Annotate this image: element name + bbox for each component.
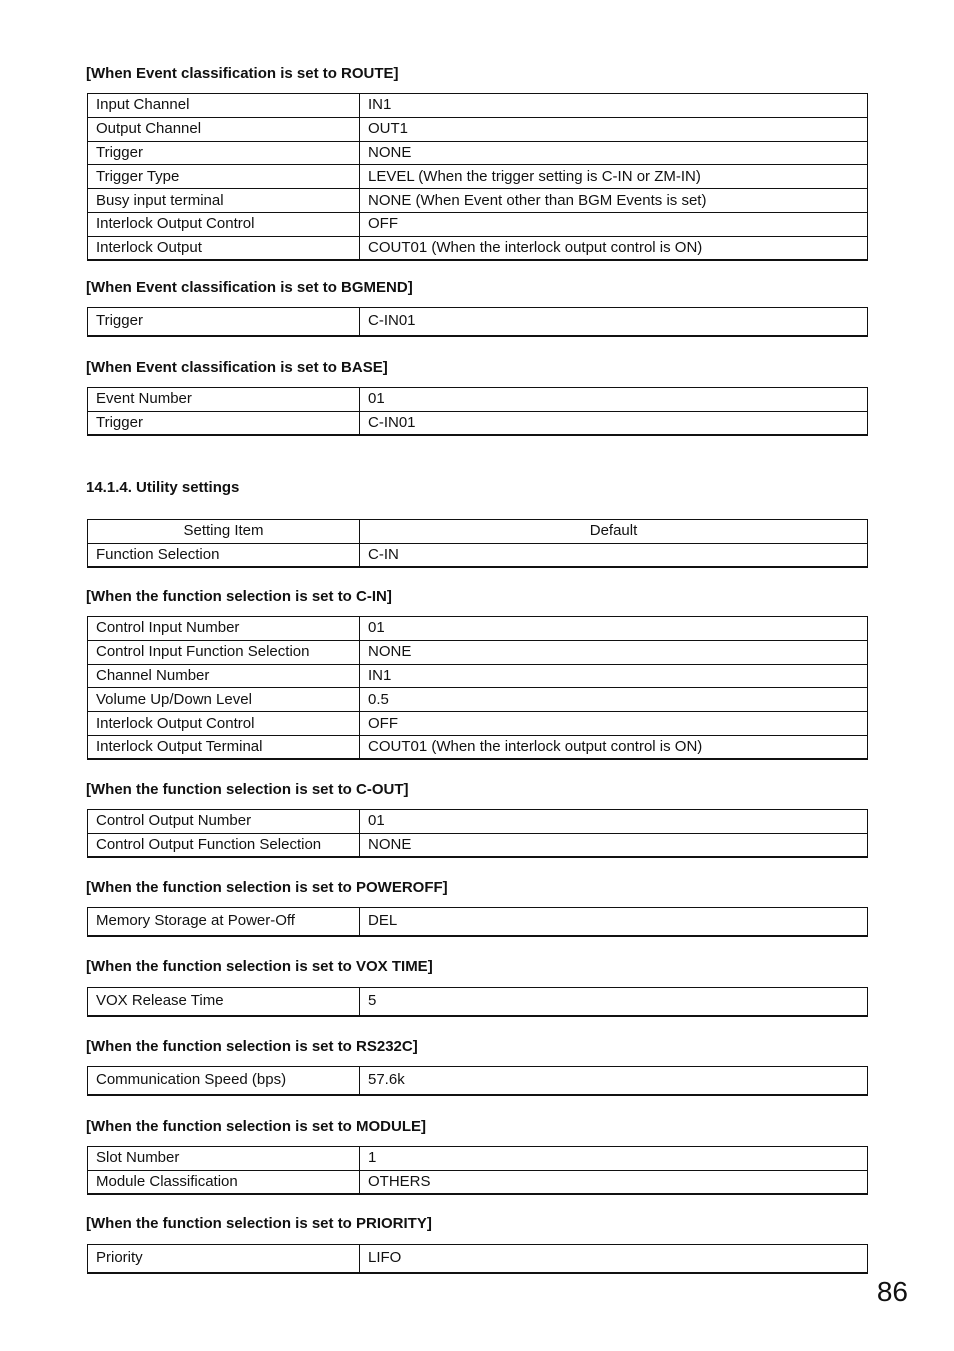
setting-value-cell: 5 xyxy=(360,988,868,1016)
table-row xyxy=(88,810,868,834)
table-row xyxy=(88,712,868,736)
setting-item-cell: Input Channel xyxy=(88,94,360,118)
setting-item-cell: Event Number xyxy=(88,388,360,412)
table-row xyxy=(88,1147,868,1171)
setting-value-cell: C-IN xyxy=(360,543,868,567)
table-module xyxy=(87,1146,868,1195)
table-utility xyxy=(87,519,868,568)
table-rs232c xyxy=(87,1066,868,1096)
table-row xyxy=(88,833,868,857)
setting-value-cell: 01 xyxy=(360,388,868,412)
setting-value-cell: NONE xyxy=(360,833,868,857)
setting-item-cell: Volume Up/Down Level xyxy=(88,688,360,712)
setting-item-cell: Channel Number xyxy=(88,664,360,688)
setting-value-cell: NONE xyxy=(360,640,868,664)
setting-item-cell: Interlock Output Terminal xyxy=(88,735,360,759)
setting-item-cell: Communication Speed (bps) xyxy=(88,1067,360,1095)
setting-item-cell: Interlock Output xyxy=(88,236,360,260)
setting-value-cell: COUT01 (When the interlock output control is ON) xyxy=(360,236,868,260)
section-heading-vox-time: [When the function selection is set to VOX TIME] xyxy=(86,958,433,975)
setting-item-cell: Trigger xyxy=(88,141,360,165)
table-row xyxy=(88,308,868,336)
setting-item-cell: Trigger xyxy=(88,308,360,336)
table-header-row xyxy=(88,520,868,544)
setting-item-cell: Busy input terminal xyxy=(88,189,360,213)
setting-value-cell: COUT01 (When the interlock output control is ON) xyxy=(360,735,868,759)
setting-item-cell: Priority xyxy=(88,1245,360,1273)
setting-value-cell: 57.6k xyxy=(360,1067,868,1095)
table-c-in xyxy=(87,616,868,760)
setting-item-cell: Slot Number xyxy=(88,1147,360,1171)
setting-item-cell: Control Input Number xyxy=(88,617,360,641)
setting-value-cell: 01 xyxy=(360,617,868,641)
setting-item-cell: VOX Release Time xyxy=(88,988,360,1016)
setting-value-cell: IN1 xyxy=(360,664,868,688)
setting-item-cell: Trigger xyxy=(88,411,360,435)
setting-item-cell: Output Channel xyxy=(88,117,360,141)
setting-value-cell: OTHERS xyxy=(360,1170,868,1194)
table-row xyxy=(88,165,868,189)
table-row xyxy=(88,543,868,567)
section-heading-poweroff: [When the function selection is set to POWEROFF] xyxy=(86,879,448,896)
table-row xyxy=(88,94,868,118)
table-bgmend xyxy=(87,307,868,337)
setting-value-cell: IN1 xyxy=(360,94,868,118)
table-row xyxy=(88,1067,868,1095)
table-row xyxy=(88,735,868,759)
table-row xyxy=(88,236,868,260)
table-row xyxy=(88,189,868,213)
table-route xyxy=(87,93,868,261)
section-heading-priority: [When the function selection is set to PRIORITY] xyxy=(86,1215,432,1232)
setting-item-cell: Control Output Number xyxy=(88,810,360,834)
setting-value-cell: C-IN01 xyxy=(360,308,868,336)
setting-value-cell: OUT1 xyxy=(360,117,868,141)
column-header-setting-item: Setting Item xyxy=(88,520,360,544)
table-row xyxy=(88,1245,868,1273)
table-row xyxy=(88,664,868,688)
section-heading-rs232c: [When the function selection is set to RS232C] xyxy=(86,1038,418,1055)
table-row xyxy=(88,117,868,141)
setting-value-cell: LIFO xyxy=(360,1245,868,1273)
column-header-default: Default xyxy=(360,520,868,544)
table-row xyxy=(88,388,868,412)
table-row xyxy=(88,1170,868,1194)
setting-item-cell: Module Classification xyxy=(88,1170,360,1194)
setting-value-cell: NONE (When Event other than BGM Events is set) xyxy=(360,189,868,213)
section-heading-c-in: [When the function selection is set to C-IN] xyxy=(86,588,392,605)
page-number: 86 xyxy=(876,1276,908,1307)
table-row xyxy=(88,988,868,1016)
section-heading-c-out: [When the function selection is set to C-OUT] xyxy=(86,781,409,798)
setting-item-cell: Control Input Function Selection xyxy=(88,640,360,664)
table-base xyxy=(87,387,868,436)
setting-value-cell: LEVEL (When the trigger setting is C-IN or ZM-IN) xyxy=(360,165,868,189)
section-heading-bgmend: [When Event classification is set to BGMEND] xyxy=(86,279,413,296)
table-priority xyxy=(87,1244,868,1274)
setting-item-cell: Trigger Type xyxy=(88,165,360,189)
setting-value-cell: NONE xyxy=(360,141,868,165)
table-row xyxy=(88,640,868,664)
section-heading-base: [When Event classification is set to BASE] xyxy=(86,359,388,376)
setting-item-cell: Memory Storage at Power-Off xyxy=(88,908,360,936)
setting-value-cell: 0.5 xyxy=(360,688,868,712)
setting-item-cell: Control Output Function Selection xyxy=(88,833,360,857)
table-row xyxy=(88,688,868,712)
table-poweroff xyxy=(87,907,868,937)
section-title-utility-settings: 14.1.4. Utility settings xyxy=(86,479,240,496)
table-row xyxy=(88,908,868,936)
setting-value-cell: OFF xyxy=(360,712,868,736)
setting-value-cell: DEL xyxy=(360,908,868,936)
section-heading-route: [When Event classification is set to ROUTE] xyxy=(86,65,399,82)
table-row xyxy=(88,141,868,165)
table-row xyxy=(88,411,868,435)
setting-value-cell: C-IN01 xyxy=(360,411,868,435)
section-heading-module: [When the function selection is set to MODULE] xyxy=(86,1118,427,1135)
setting-item-cell: Function Selection xyxy=(88,543,360,567)
setting-value-cell: OFF xyxy=(360,212,868,236)
setting-item-cell: Interlock Output Control xyxy=(88,712,360,736)
table-row xyxy=(88,212,868,236)
table-row xyxy=(88,617,868,641)
setting-item-cell: Interlock Output Control xyxy=(88,212,360,236)
table-vox-time xyxy=(87,987,868,1017)
table-c-out xyxy=(87,809,868,858)
setting-value-cell: 01 xyxy=(360,810,868,834)
setting-value-cell: 1 xyxy=(360,1147,868,1171)
